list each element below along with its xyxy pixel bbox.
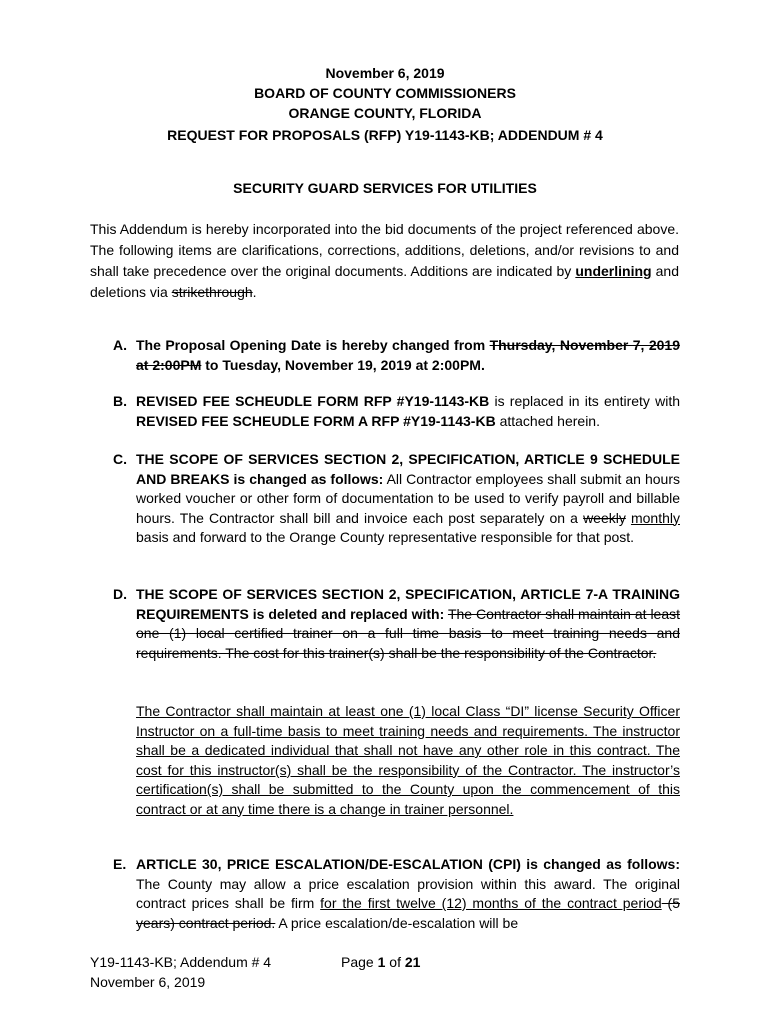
item-d-lead: THE SCOPE OF SERVICES SECTION 2, SPECIFICATION, ARTICLE 7-A TRAINING REQUIREMENTS is deleted and replaced with: xyxy=(136,586,680,622)
item-b-text1: is replaced in its entirety with xyxy=(489,393,681,409)
item-d-deleted-text: The Contractor shall maintain at least one (1) local certified trainer on a full time basis to meet training needs and requirements. The cost for this trainer(s) shall be the responsibility of the Contractor. xyxy=(136,605,681,661)
header-board: BOARD OF COUNTY COMMISSIONERS xyxy=(254,85,516,101)
item-b-letter: B. xyxy=(113,393,127,409)
item-b-text2: attached herein. xyxy=(495,412,600,429)
item-d-added-paragraph: The Contractor shall maintain at least one (1) local Class “DI” license Security Officer Instructor on a full-time basis to meet training needs and requirements. The instructor shall be a dedicated individual that shall not have any other role in this contract. The cost for this instructor(s) shall be the responsibility of the Contractor. The instructor’s certification(s) shall be submitted to the County upon the commencement of this contract or at any time there is a change in trainer personnel. xyxy=(136,703,680,817)
item-d xyxy=(113,585,680,663)
item-c-text1: All Contractor employees shall submit an hours worked voucher or other form of documentation to be used to verify payroll and billable hours. The Contractor shall bill and invoice each post separately on a xyxy=(136,470,681,526)
item-b-old-form: REVISED FEE SCHEUDLE FORM RFP #Y19-1143-KB xyxy=(136,393,490,409)
item-a-new-date: to Tuesday, November 19, 2019 at 2:00PM. xyxy=(201,356,485,373)
header-date: November 6, 2019 xyxy=(325,65,445,81)
header-rfp-title: REQUEST FOR PROPOSALS (RFP) Y19-1143-KB; ADDENDUM # 4 xyxy=(167,127,603,143)
item-c xyxy=(113,450,680,548)
footer-reference xyxy=(90,952,271,992)
page-total: 21 xyxy=(404,954,421,970)
footer-doc-ref: Y19-1143-KB; Addendum # 4 xyxy=(90,954,272,970)
item-e xyxy=(113,855,680,933)
item-e-added-text: for the first twelve (12) months of the contract period xyxy=(320,895,662,911)
item-e-lead: ARTICLE 30, PRICE ESCALATION/DE-ESCALATION (CPI) is changed as follows: xyxy=(136,856,680,872)
item-e-text2: A price escalation/de-escalation will be xyxy=(275,914,519,931)
intro-middle: and deletions via xyxy=(90,263,679,300)
document-subject: SECURITY GUARD SERVICES FOR UTILITIES xyxy=(233,180,537,196)
item-a-deleted-date: Thursday, November 7, 2019 at 2:00PM xyxy=(136,337,680,373)
item-b-new-form: REVISED FEE SCHEUDLE FORM A RFP #Y19-1143-KB xyxy=(136,412,496,429)
item-d-letter: D. xyxy=(113,586,127,602)
item-c-added-word: monthly xyxy=(630,509,680,526)
footer-date: November 6, 2019 xyxy=(90,974,206,990)
intro-text: This Addendum is hereby incorporated into the bid documents of the project referenced above. The following items are clarifications, corrections, additions, deletions, and/or revisions to and shall take precedence over the original documents. Additions are indicated by xyxy=(90,221,679,279)
header-county: ORANGE COUNTY, FLORIDA xyxy=(288,105,482,121)
item-c-lead: THE SCOPE OF SERVICES SECTION 2, SPECIFICATION, ARTICLE 9 SCHEDULE AND BREAKS is changed as follows: xyxy=(136,451,680,487)
item-e-deleted-text: (5 years) contract period. xyxy=(136,895,680,931)
page-current: 1 xyxy=(377,954,386,970)
intro-strike-example: strikethrough xyxy=(171,284,253,300)
item-c-text2: basis and forward to the Orange County representative responsible for that post. xyxy=(136,529,635,545)
page-label: Page xyxy=(341,954,378,970)
intro-paragraph xyxy=(90,219,679,303)
item-a xyxy=(113,336,680,375)
page-of: of xyxy=(385,954,405,970)
intro-underline-example: underlining xyxy=(575,263,652,279)
item-e-text1: The County may allow a price escalation provision within this award. The original contract prices shall be firm xyxy=(136,875,680,911)
intro-end: . xyxy=(252,284,257,300)
item-a-lead: The Proposal Opening Date is hereby changed from xyxy=(136,337,490,353)
item-c-deleted-word: weekly xyxy=(583,509,626,526)
item-a-letter: A. xyxy=(113,337,127,353)
item-b xyxy=(113,392,680,431)
item-c-letter: C. xyxy=(113,451,127,467)
page-number xyxy=(341,952,420,972)
item-e-letter: E. xyxy=(113,856,127,872)
